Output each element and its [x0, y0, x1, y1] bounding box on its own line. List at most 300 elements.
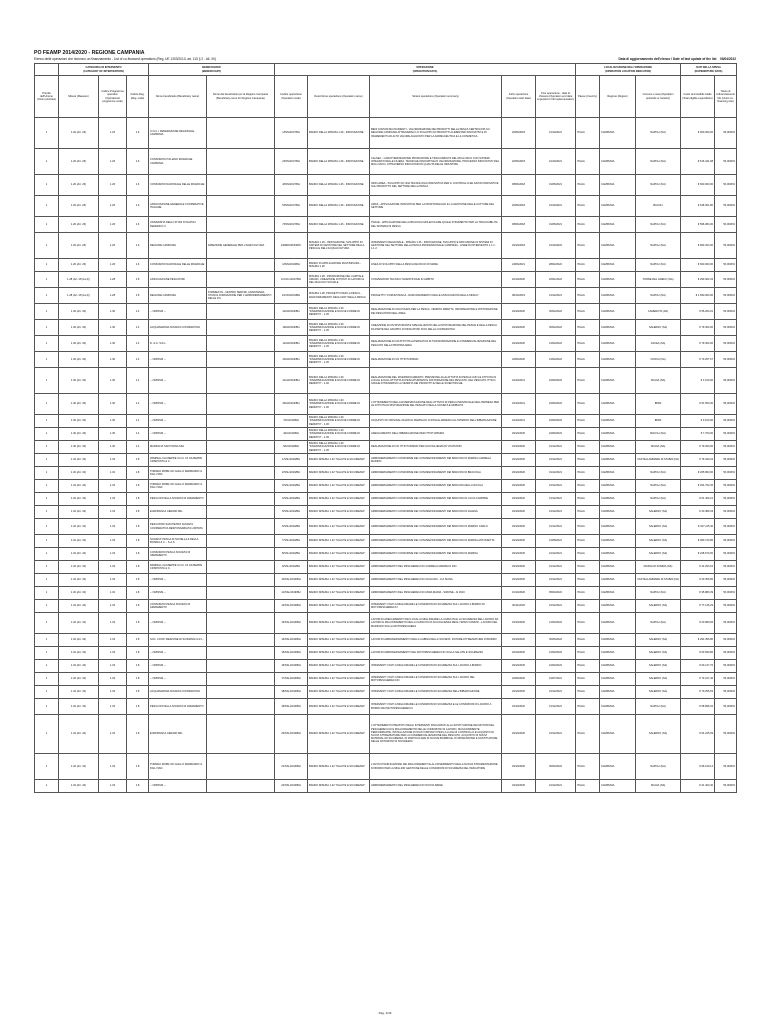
cell-m: 1.28 (Art. 28 (1a,2)): [59, 288, 99, 304]
cell-benc: [207, 660, 275, 673]
cell-country: ITALIA: [576, 587, 600, 600]
cell-cost: € 41.254,64: [681, 561, 715, 574]
table-row: [35, 715, 737, 754]
cell-m: 1.30 (Art. 30): [59, 304, 99, 320]
cell-end: 31/07/2021: [536, 673, 576, 686]
cell-benc: [207, 336, 275, 352]
cell-p: 1: [35, 548, 59, 561]
cell-ben: CONSORZIO ITALIANO RICERCHE CAMPANIA: [149, 149, 207, 175]
cell-rate: 50,0000%: [715, 634, 737, 647]
cell-region: CAMPANIA: [600, 259, 636, 272]
cell-p: 1: [35, 561, 59, 574]
cell-benc: [207, 574, 275, 587]
cell-start: 29/10/2020: [502, 634, 536, 647]
cell-cost: € 600.000,00: [681, 259, 715, 272]
cell-code: 23/HI/2019/BH: [275, 352, 308, 368]
cell-end: 31/12/2021: [536, 493, 576, 506]
cell-code: 13/SSL/2019/BH: [275, 613, 308, 634]
cell-code: 1/INN/2019/BH: [275, 259, 308, 272]
cell-start: 29/10/2020: [502, 304, 536, 320]
cell-m: 1.32 (Art. 32): [59, 660, 99, 673]
cell-end: 31/12/2021: [536, 467, 576, 480]
cell-po: 1.32: [99, 548, 127, 561]
cell-region: CAMPANIA: [600, 149, 636, 175]
cell-reg: 1.8: [127, 686, 149, 699]
cell-benc: [207, 493, 275, 506]
table-row: [35, 548, 737, 561]
cell-benc: [207, 467, 275, 480]
cell-sum: ADEGUAMENTO DELL'IMBARCAZIONE PER ITTIOTURISMO: [370, 428, 502, 441]
operations-table: [34, 63, 737, 793]
cell-start: 29/10/2020: [502, 686, 536, 699]
cell-p: 1: [35, 175, 59, 196]
cell-po: 1.32: [99, 634, 127, 647]
cell-comune: NAPOLI (NA): [636, 118, 681, 149]
column-header: Inizio operazione (Operation start date): [502, 76, 536, 118]
cell-ben: CONSORZIO PESCA SOCIETA DI ARMAMENTO: [149, 548, 207, 561]
cell-cost: € 54.225,09: [681, 715, 715, 754]
cell-cost: € 20.983,84: [681, 613, 715, 634]
cell-sum: AMMODERNAMENTO DEL PESCHERECCIO NUOVA IRENE: [370, 780, 502, 793]
table-row: [35, 368, 737, 394]
cell-comune: SALERNO (SA): [636, 634, 681, 647]
cell-po: 1.32: [99, 506, 127, 519]
cell-sum: INTERVENTI VOLTI A MIGLIORARE LE CONDIZIONI DI SICUREZZA SUL LAVORO A BORDO DI MOTOPESCHERECCI: [370, 600, 502, 613]
cell-country: ITALIA: [576, 699, 600, 715]
cell-cost: € 3.160,00: [681, 415, 715, 428]
cell-m: 1.32 (Art. 32): [59, 561, 99, 574]
cell-comune: SALERNO (SA): [636, 600, 681, 613]
cell-code: 5/SSL/2019/BH: [275, 506, 308, 519]
column-header: Sintesi operazione (Operation summary): [370, 76, 502, 118]
cell-comune: SALERNO (SA): [636, 548, 681, 561]
cell-rate: 50,0000%: [715, 574, 737, 587]
group-location: LOCALIZZAZIONE DELL'OPERAZIONE (OPERATION LOCATION INDICATOR): [576, 64, 681, 76]
cell-po: 1.30: [99, 336, 127, 352]
cell-end: 31/05/2021: [536, 175, 576, 196]
cell-comune: NAPOLI (NA): [636, 587, 681, 600]
group-spacer: [35, 64, 59, 76]
cell-start: 29/10/2020: [502, 561, 536, 574]
cell-name: BANDO DELLA MISURA 1.26 - INNOVAZIONE: [308, 175, 370, 196]
cell-cost: € 96.169,14: [681, 754, 715, 780]
cell-end: 22/09/2022: [536, 415, 576, 428]
cell-po: 1.26: [99, 217, 127, 233]
cell-comune: NAPOLI (NA): [636, 480, 681, 493]
cell-p: 1: [35, 336, 59, 352]
cell-benc: [207, 519, 275, 535]
cell-start: 22/09/2020: [502, 673, 536, 686]
cell-comune: NAPOLI (NA): [636, 149, 681, 175]
table-row: [35, 467, 737, 480]
cell-sum: AMMODERNAMENTO CONFORME DEI CONVENZIONAMENTI DEI BANCONI DI LUCIA CARMINE: [370, 493, 502, 506]
cell-benc: [207, 480, 275, 493]
cell-comune: BACOLI: [636, 196, 681, 217]
cell-cost: € 7.700,00: [681, 428, 715, 441]
cell-country: ITALIA: [576, 304, 600, 320]
cell-country: ITALIA: [576, 454, 600, 467]
cell-end: 22/09/2022: [536, 368, 576, 394]
cell-ben: ACQUAMARINA SOCIETA COOPERATIVA: [149, 686, 207, 699]
cell-ben: -- OMISSIS --: [149, 304, 207, 320]
cell-region: CAMPANIA: [600, 613, 636, 634]
cell-ben: SOC. COOP. MEZZONE DI SCIRIANNI A.R.L.: [149, 634, 207, 647]
cell-rate: 50,0000%: [715, 394, 737, 415]
cell-end: 28/02/2022: [536, 259, 576, 272]
cell-po: 1.32: [99, 493, 127, 506]
cell-p: 1: [35, 647, 59, 660]
cell-benc: [207, 587, 275, 600]
cell-reg: 1.6: [127, 217, 149, 233]
cell-end: 31/08/2021: [536, 535, 576, 548]
cell-po: 1.30: [99, 394, 127, 415]
cell-cost: € 70.256,53: [681, 686, 715, 699]
cell-name: BANDO DELLA MISURA 1.30 "DIVERSIFICAZIONE E NUOVE FORME DI REDDITO" - 1.30: [308, 320, 370, 336]
cell-m: 1.26 (Art. 26): [59, 118, 99, 149]
cell-reg: 1.4: [127, 428, 149, 441]
cell-p: 1: [35, 519, 59, 535]
cell-comune: SALERNO (SA): [636, 715, 681, 754]
cell-benc: [207, 613, 275, 634]
cell-po: 1.30: [99, 368, 127, 394]
cell-m: 1.32 (Art. 32): [59, 587, 99, 600]
cell-rate: 50,0000%: [715, 233, 737, 259]
cell-m: 1.32 (Art. 32): [59, 634, 99, 647]
cell-country: ITALIA: [576, 561, 600, 574]
cell-country: ITALIA: [576, 320, 600, 336]
cell-country: ITALIA: [576, 441, 600, 454]
cell-ben: TORNEO MOBILI DI GIALLO FERMANDO & FIGLI SNC: [149, 754, 207, 780]
cell-po: 1.28: [99, 272, 127, 288]
document-title: PO FEAMP 2014/2020 - REGIONE CAMPANIA: [34, 50, 145, 56]
cell-p: 1: [35, 715, 59, 754]
cell-reg: 1.4: [127, 304, 149, 320]
column-header: Priorità dell'Unione (Union priorities): [35, 76, 59, 118]
cell-start: 30/11/2020: [502, 600, 536, 613]
cell-country: ITALIA: [576, 288, 600, 304]
cell-country: ITALIA: [576, 535, 600, 548]
cell-end: 31/12/2021: [536, 561, 576, 574]
cell-name: BANDO MISURA 1.32 "SALUTE E SICUREZZA": [308, 587, 370, 600]
cell-cost: € 204.762,36: [681, 480, 715, 493]
cell-name: BANDO DELLA MISURA 1.30 "DIVERSIFICAZIONE E NUOVE FORME DI REDDITO" - 1.30: [308, 336, 370, 352]
cell-cost: € 79.440,34: [681, 454, 715, 467]
cell-cost: € 293.962,34: [681, 272, 715, 288]
cell-region: CAMPANIA: [600, 780, 636, 793]
cell-reg: 1.4: [127, 415, 149, 428]
cell-rate: 50,0000%: [715, 196, 737, 217]
cell-ben: PAMPELLI GIUSEPPE S.N.C. DI GIUSEPPE CRISPOSTA & C.: [149, 454, 207, 467]
table-row: [35, 535, 737, 548]
cell-region: CAMPANIA: [600, 304, 636, 320]
cell-comune: SALERNO (SA): [636, 673, 681, 686]
cell-sum: AMMODERNAMENTO CONFORME DEI CONVENZIONAMENTI DEI BANCONI DI FALENA: [370, 506, 502, 519]
cell-reg: 1.4: [127, 336, 149, 352]
cell-start: 23/10/2021: [502, 415, 536, 428]
cell-country: ITALIA: [576, 336, 600, 352]
cell-rate: 50,0000%: [715, 118, 737, 149]
cell-end: 22/09/2022: [536, 428, 576, 441]
cell-end: 22/09/2022: [536, 394, 576, 415]
cell-p: 1: [35, 754, 59, 780]
cell-benc: [207, 368, 275, 394]
cell-cost: € 1.160,00: [681, 368, 715, 394]
cell-start: 08/06/2018: [502, 217, 536, 233]
cell-reg: 1.6: [127, 196, 149, 217]
cell-p: 1: [35, 259, 59, 272]
cell-m: 1.32 (Art. 32): [59, 699, 99, 715]
cell-m: 1.30 (Art. 30): [59, 415, 99, 428]
cell-end: 31/12/2021: [536, 600, 576, 613]
column-header: Paese (Country): [576, 76, 600, 118]
cell-comune: ISCHIA (NA): [636, 368, 681, 394]
cell-benc: [207, 634, 275, 647]
cell-country: ITALIA: [576, 673, 600, 686]
cell-region: CAMPANIA: [600, 336, 636, 352]
cell-ben: REGIONE CAMPANIA: [149, 233, 207, 259]
cell-sum: INTERVENTI VOLTI A MIGLIORARE LE CONDIZIONI DI SICUREZZA SUL LAVORO A BORDO: [370, 660, 502, 673]
table-row: [35, 259, 737, 272]
cell-m: 1.32 (Art. 32): [59, 673, 99, 686]
cell-code: 14/SSL/2019/BH: [275, 634, 308, 647]
cell-rate: 50,0000%: [715, 519, 737, 535]
cell-comune: MASSA DI SOMMA (NA): [636, 561, 681, 574]
cell-rate: 50,0000%: [715, 754, 737, 780]
column-header: Comune o area (Operation postcode or location): [636, 76, 681, 118]
table-row: [35, 647, 737, 660]
cell-name: BANDO DELLA MISURA 1.30 "DIVERSIFICAZIONE E NUOVE FORME DI REDDITO" - 1.30: [308, 368, 370, 394]
cell-po: 1.32: [99, 600, 127, 613]
group-beneficiary: BENEFICIARIO (BENEFICIARY): [149, 64, 275, 76]
cell-m: 1.26 (Art. 26): [59, 149, 99, 175]
cell-benc: [207, 561, 275, 574]
cell-name: BANDO MISURA 1.32 "SALUTE E SICUREZZA": [308, 506, 370, 519]
cell-m: 1.30 (Art. 30): [59, 394, 99, 415]
group-operation: OPERAZIONE (OPERATION DATA): [275, 64, 576, 76]
cell-m: 1.32 (Art. 32): [59, 467, 99, 480]
cell-code: 21/HI/2019/BH: [275, 368, 308, 394]
cell-ben: PESCA NOVELLA SOCIETA DI ARMAMENTO: [149, 699, 207, 715]
cell-benc: [207, 673, 275, 686]
cell-p: 1: [35, 394, 59, 415]
cell-start: 23/10/2020: [502, 441, 536, 454]
cell-rate: 50,0000%: [715, 272, 737, 288]
cell-ben: -- OMISSIS --: [149, 574, 207, 587]
column-header: Descrizione operazione (Operation name): [308, 76, 370, 118]
cell-start: 04/06/2020: [502, 352, 536, 368]
cell-reg: 1.8: [127, 587, 149, 600]
cell-region: CAMPANIA: [600, 506, 636, 519]
cell-code: 10/SSL/2019/BH: [275, 574, 308, 587]
cell-code: 5/INN/2017/BH: [275, 196, 308, 217]
cell-start: 20/10/2020: [502, 272, 536, 288]
cell-end: 31/12/2021: [536, 548, 576, 561]
cell-ben: MARINA DI SANT'ANNA SRL: [149, 441, 207, 454]
cell-comune: IBIFR: [636, 394, 681, 415]
cell-reg: 1.8: [127, 673, 149, 686]
cell-end: 30/04/2022: [536, 320, 576, 336]
cell-reg: 1.4: [127, 394, 149, 415]
column-header: Tasso di cofinanziamento UE (Union co-financing rate): [715, 76, 737, 118]
cell-cost: € 228.670,00: [681, 548, 715, 561]
cell-benc: [207, 196, 275, 217]
document-subtitle: Elenco delle operazioni che ricevono un finanziamento - List of co-financed operations (Reg. UE 1303/2013, art. 115 § 2 - All. XII): [34, 57, 217, 61]
cell-code: 7/SSL/2019/BH: [275, 535, 308, 548]
cell-comune: SALERNO (SA): [636, 535, 681, 548]
cell-code: 12/HI/2019/BH: [275, 336, 308, 352]
cell-ben: -- OMISSIS --: [149, 673, 207, 686]
cell-code: 22/SSL/2019/BH: [275, 780, 308, 793]
cell-name: BANDO DELLA MISURA 1.26 - INNOVAZIONE: [308, 118, 370, 149]
cell-comune: NAPOLI (NA): [636, 699, 681, 715]
cell-reg: 1.8: [127, 467, 149, 480]
cell-sum: REALIZZAZIONE DEL DIVERSIFICAMENTO: PRESSIONE ALLE ATTIVITA DI PESCA CON LE ATTIVITA DI LOCALI E DALL'ATTIVITA DI PESCATURISMO E RISTORAZIONE DEL PESCATO, DEL PESCATO ITTICO, ANCHE ATTRAVERSO LA VENDITA DEI PRODOTTI E DELLE SCIENTIFICHE: [370, 368, 502, 394]
table-row: [35, 175, 737, 196]
cell-rate: 50,0000%: [715, 454, 737, 467]
cell-po: 1.30: [99, 415, 127, 428]
cell-region: CAMPANIA: [600, 535, 636, 548]
cell-p: 1: [35, 600, 59, 613]
cell-m: 1.26 (Art. 26): [59, 259, 99, 272]
table-row: [35, 428, 737, 441]
cell-m: 1.32 (Art. 32): [59, 647, 99, 660]
cell-sum: INTERVENTI VOLTI A MIGLIORARE LE CONDIZIONI DI SICUREZZA E LE CONDIZIONI DI LAVORO A BORDO DEI MOTOPESCHERECCI: [370, 699, 502, 715]
cell-cost: € 53.590,86: [681, 647, 715, 660]
cell-po: 1.32: [99, 613, 127, 634]
cell-ben: PESCATORI SAN PIETRO SOCIETA COOPERATIVA RESPONSABILITA LIMITATA: [149, 519, 207, 535]
cell-reg: 1.8: [127, 506, 149, 519]
cell-benc: [207, 754, 275, 780]
cell-country: ITALIA: [576, 613, 600, 634]
cell-name: BANDO DELLA MISURA 1.30 "DIVERSIFICAZIONE E NUOVE FORME DI REDDITO" - 1.30: [308, 394, 370, 415]
cell-country: ITALIA: [576, 272, 600, 288]
cell-start: 29/10/2020: [502, 754, 536, 780]
table-row: [35, 613, 737, 634]
table-row: [35, 600, 737, 613]
cell-sum: AMMODERNAMENTO DEL PESCHERECCIO CARMELA MADRE DI DIO: [370, 561, 502, 574]
cell-reg: 1.8: [127, 561, 149, 574]
cell-code: 22/HI/2019/BH: [275, 304, 308, 320]
cell-region: CAMPANIA: [600, 686, 636, 699]
cell-code: 21/SSL/2019/BH: [275, 754, 308, 780]
cell-name: BANDO DELLA MISURA 1.30 "DIVERSIFICAZIONE E NUOVE FORME DI REDDITO" - 1.30: [308, 352, 370, 368]
cell-cost: € 55.264,91: [681, 304, 715, 320]
cell-sum: CONVENZIONI TECNICO SCIENTIFICHE IN AMBITO: [370, 272, 502, 288]
cell-cost: € 77.136,29: [681, 600, 715, 613]
table-row: [35, 304, 737, 320]
table-row: [35, 660, 737, 673]
cell-comune: SALERNO (SA): [636, 660, 681, 673]
cell-rate: 50,0000%: [715, 175, 737, 196]
cell-end: 31/03/2022: [536, 647, 576, 660]
cell-po: 1.26: [99, 118, 127, 149]
cell-cost: € 63.147,76: [681, 660, 715, 673]
cell-sum: AMMODERNAMENTO DEL PESCHERECCIO ANNA MARIA - SIMONE - AI 3010: [370, 587, 502, 600]
cell-country: ITALIA: [576, 467, 600, 480]
cell-end: 05/03/2022: [536, 587, 576, 600]
cell-m: 1.32 (Art. 32): [59, 613, 99, 634]
cell-code: 4/SSL/2019/BH: [275, 493, 308, 506]
cell-sum: AMMODERNAMENTO CONFORME DEI CONVENZIONAMENTI DEI BANCONI DI BRACIOLA: [370, 467, 502, 480]
cell-po: 1.30: [99, 428, 127, 441]
cell-region: CAMPANIA: [600, 561, 636, 574]
cell-p: 1: [35, 634, 59, 647]
cell-name: BANDO MISURA 1.32 "SALUTE E SICUREZZA": [308, 754, 370, 780]
cell-po: 1.26: [99, 196, 127, 217]
cell-code: 7/HI/2019/BH: [275, 415, 308, 428]
cell-ben: PESCA NOVELLA SOCIETA DI ARMAMENTO: [149, 493, 207, 506]
cell-ben: -- OMISSIS --: [149, 352, 207, 368]
group-header-row: [35, 64, 737, 76]
cell-m: 1.30 (Art. 30): [59, 368, 99, 394]
cell-cost: € 616.441,98: [681, 149, 715, 175]
cell-reg: 1.8: [127, 535, 149, 548]
cell-sum: REALIZZAZIONE DI UN'ATTIVITA ALTERNATIVA DI TRASFORMAZIONE E COMMERCIALIZZAZIONE DEL PESCATO NELLA PROPRIA AREA: [370, 336, 502, 352]
cell-po: 1.32: [99, 686, 127, 699]
table-row: [35, 686, 737, 699]
cell-sum: AMMODERNAMENTO DEL PESCHERECCIO GIULIANO - LUI SIANA: [370, 574, 502, 587]
cell-ben: CONSORZIO PESCA SOCIETA DI ARMAMENTO: [149, 600, 207, 613]
table-row: [35, 415, 737, 428]
cell-comune: NAPOLI (NA): [636, 217, 681, 233]
cell-sum: LINEA DI SVILUPPO DELLA PESCA DEI RICCI DI MARE: [370, 259, 502, 272]
cell-end: 31/10/2021: [536, 196, 576, 217]
cell-start: 29/10/2020: [502, 467, 536, 480]
table-row: [35, 196, 737, 217]
cell-reg: 1.4: [127, 368, 149, 394]
cell-country: ITALIA: [576, 686, 600, 699]
cell-p: 1: [35, 196, 59, 217]
cell-reg: 1.8: [127, 454, 149, 467]
cell-p: 1: [35, 493, 59, 506]
cell-region: CAMPANIA: [600, 587, 636, 600]
cell-m: 1.26 (Art. 26): [59, 217, 99, 233]
cell-code: 5/HI/2019/BH: [275, 441, 308, 454]
cell-end: 31/12/2021: [536, 480, 576, 493]
cell-sum: LAVORI DI AMMODERNAMENTO DEL MOTOPESCHERECCIO SULLA SALUTE E SICUREZZA: [370, 647, 502, 660]
cell-cost: € 68.896,02: [681, 699, 715, 715]
cell-m: 1.30 (Art. 30): [59, 320, 99, 336]
cell-po: 1.28: [99, 288, 127, 304]
cell-rate: 50,0000%: [715, 352, 737, 368]
cell-m: 1.32 (Art. 32): [59, 686, 99, 699]
cell-po: 1.30: [99, 441, 127, 454]
cell-comune: CAMEROTA (SA): [636, 304, 681, 320]
cell-cost: € 79.300,00: [681, 441, 715, 454]
table-row: [35, 480, 737, 493]
cell-cost: € 35.880,39: [681, 587, 715, 600]
cell-m: 1.30 (Art. 30): [59, 441, 99, 454]
cell-country: ITALIA: [576, 118, 600, 149]
cell-rate: 50,0000%: [715, 320, 737, 336]
cell-po: 1.32: [99, 699, 127, 715]
cell-end: 30/04/2022: [536, 304, 576, 320]
cell-country: ITALIA: [576, 394, 600, 415]
cell-benc: [207, 304, 275, 320]
cell-cost: € 31.403,40: [681, 780, 715, 793]
cell-region: CAMPANIA: [600, 493, 636, 506]
cell-benc: [207, 320, 275, 336]
cell-name: BANDO MISURA 1.32 "SALUTE E SICUREZZA": [308, 600, 370, 613]
cell-sum: LAVORI DI AMMODERNAMENTO DELLA CABINA DELLA SOCIETA, DOTARE ATTREZZATURE DI BORDO: [370, 634, 502, 647]
table-row: [35, 506, 737, 519]
cell-sum: TRACE - APPLICAZIONE DELLA BIOLOGIA MOLECOLARE QUALE STRUMENTO PER LA TRACCIABILITA DEL SISTEMA DI PESCA: [370, 217, 502, 233]
cell-rate: 50,0000%: [715, 441, 737, 454]
cell-ben: ASSOCIAZIONE PESCATORI: [149, 272, 207, 288]
cell-cost: € 70.257,67: [681, 352, 715, 368]
cell-cost: € 596.084,00: [681, 217, 715, 233]
cell-region: CAMPANIA: [600, 217, 636, 233]
